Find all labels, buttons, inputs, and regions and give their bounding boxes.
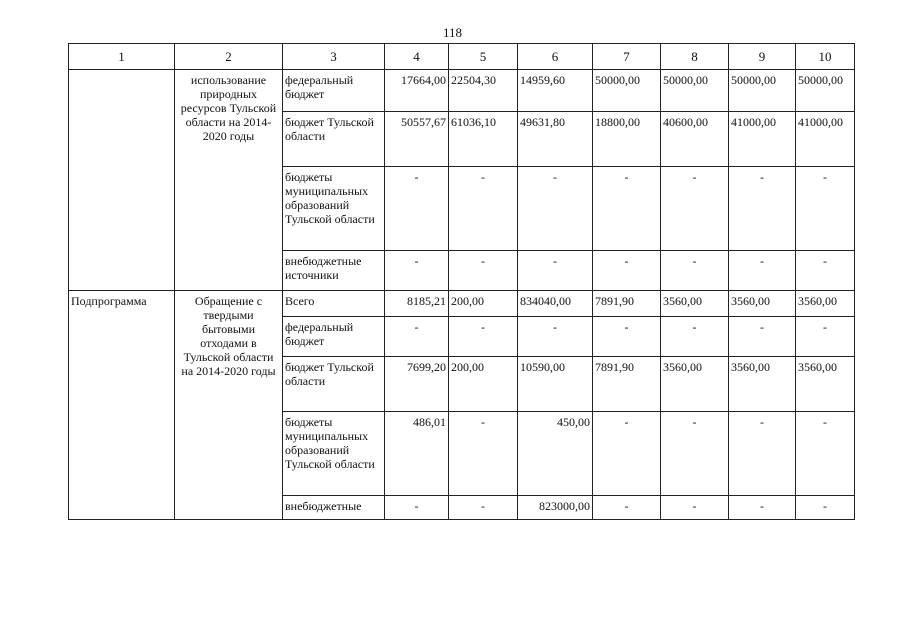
value-cell: 18800,00 [593, 112, 661, 167]
value-cell: - [729, 496, 796, 520]
value-cell: - [385, 251, 449, 291]
value-cell: - [593, 412, 661, 496]
value-cell: 41000,00 [796, 112, 855, 167]
value-cell: 50000,00 [593, 70, 661, 112]
value-cell: - [661, 251, 729, 291]
value-cell: - [449, 412, 518, 496]
value-cell: 7891,90 [593, 291, 661, 317]
table-row [69, 291, 855, 317]
value-cell: 3560,00 [661, 291, 729, 317]
header-row [69, 44, 855, 70]
value-cell: - [449, 251, 518, 291]
header-cell: 7 [593, 44, 661, 70]
budget-table [68, 43, 855, 520]
value-cell: 823000,00 [518, 496, 593, 520]
program-type-cell [69, 70, 175, 291]
value-cell: 200,00 [449, 357, 518, 412]
value-cell: 3560,00 [661, 357, 729, 412]
funding-source-cell: федеральный бюджет [283, 70, 385, 112]
value-cell: 50000,00 [661, 70, 729, 112]
value-cell: 50000,00 [729, 70, 796, 112]
funding-source-cell: бюджет Тульской области [283, 357, 385, 412]
header-cell: 2 [175, 44, 283, 70]
value-cell: 200,00 [449, 291, 518, 317]
value-cell: - [796, 412, 855, 496]
value-cell: 7891,90 [593, 357, 661, 412]
value-cell: 3560,00 [796, 357, 855, 412]
value-cell: - [593, 167, 661, 251]
funding-source-cell: Всего [283, 291, 385, 317]
funding-source-cell: внебюджетные [283, 496, 385, 520]
value-cell: 50557,67 [385, 112, 449, 167]
value-cell: - [449, 496, 518, 520]
value-cell: 61036,10 [449, 112, 518, 167]
value-cell: 41000,00 [729, 112, 796, 167]
value-cell: - [449, 317, 518, 357]
value-cell: 40600,00 [661, 112, 729, 167]
value-cell: - [385, 317, 449, 357]
header-cell: 10 [796, 44, 855, 70]
value-cell: - [661, 167, 729, 251]
value-cell: - [729, 251, 796, 291]
value-cell: - [518, 251, 593, 291]
funding-source-cell: бюджеты муниципальных образований Тульской области [283, 412, 385, 496]
value-cell: 486,01 [385, 412, 449, 496]
value-cell: - [518, 317, 593, 357]
value-cell: 10590,00 [518, 357, 593, 412]
value-cell: - [593, 251, 661, 291]
value-cell: 3560,00 [796, 291, 855, 317]
table-row [69, 70, 855, 112]
value-cell: - [729, 317, 796, 357]
program-type-cell: Подпрограмма [69, 291, 175, 520]
header-cell: 8 [661, 44, 729, 70]
value-cell: - [796, 251, 855, 291]
value-cell: - [661, 496, 729, 520]
value-cell: - [518, 167, 593, 251]
header-cell: 3 [283, 44, 385, 70]
value-cell: - [661, 412, 729, 496]
funding-source-cell: внебюджетные источники [283, 251, 385, 291]
value-cell: - [796, 317, 855, 357]
value-cell: - [593, 496, 661, 520]
value-cell: 17664,00 [385, 70, 449, 112]
value-cell: 3560,00 [729, 291, 796, 317]
value-cell: 14959,60 [518, 70, 593, 112]
value-cell: - [729, 412, 796, 496]
value-cell: - [385, 167, 449, 251]
funding-source-cell: федеральный бюджет [283, 317, 385, 357]
value-cell: 450,00 [518, 412, 593, 496]
value-cell: - [593, 317, 661, 357]
header-cell: 6 [518, 44, 593, 70]
program-name-cell: Обращение с твердыми бытовыми отходами в Тульской области на 2014-2020 годы [175, 291, 283, 520]
value-cell: 7699,20 [385, 357, 449, 412]
value-cell: 3560,00 [729, 357, 796, 412]
value-cell: - [661, 317, 729, 357]
header-cell: 4 [385, 44, 449, 70]
header-cell: 9 [729, 44, 796, 70]
page-number: 118 [442, 25, 463, 40]
value-cell: - [385, 496, 449, 520]
header-cell: 1 [69, 44, 175, 70]
value-cell: - [449, 167, 518, 251]
value-cell: 50000,00 [796, 70, 855, 112]
funding-source-cell: бюджеты муниципальных образований Тульской области [283, 167, 385, 251]
funding-source-cell: бюджет Тульской области [283, 112, 385, 167]
value-cell: 8185,21 [385, 291, 449, 317]
value-cell: - [796, 167, 855, 251]
value-cell: - [729, 167, 796, 251]
value-cell: 49631,80 [518, 112, 593, 167]
header-cell: 5 [449, 44, 518, 70]
value-cell: - [796, 496, 855, 520]
program-name-cell: использование природных ресурсов Тульской области на 2014-2020 годы [175, 70, 283, 291]
value-cell: 834040,00 [518, 291, 593, 317]
value-cell: 22504,30 [449, 70, 518, 112]
